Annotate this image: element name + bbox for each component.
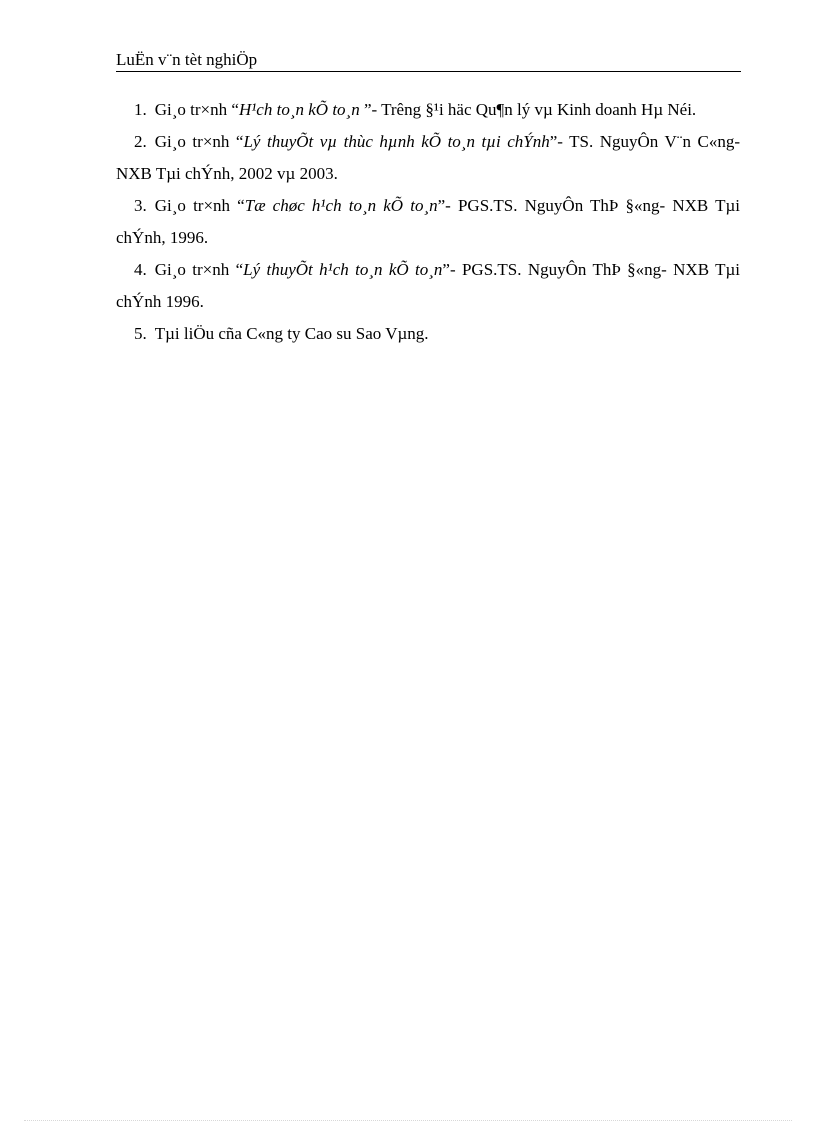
reference-number: 1. — [134, 100, 147, 119]
reference-rest: ”- PGS.TS. NguyÔn ThÞ §«ng- NXB Tµi chÝnh, 1996. — [116, 196, 740, 247]
reference-rest: ”- Trêng §¹i häc Qu¶n lý vµ Kinh doanh Hµ Néi. — [363, 100, 697, 119]
reference-title: Lý thuyÕt vµ thùc hµnh kÕ to¸n tµi chÝnh — [243, 132, 550, 151]
reference-item — [116, 126, 740, 190]
reference-lead: Gi¸o tr×nh “ — [154, 100, 239, 119]
reference-item — [116, 254, 740, 318]
reference-title: Lý thuyÕt h¹ch to¸n kÕ to¸n — [243, 260, 443, 279]
reference-lead: Gi¸o tr×nh “ — [154, 260, 244, 279]
reference-item — [116, 318, 740, 350]
reference-number: 2. — [134, 132, 147, 151]
header-title: LuËn v¨n tèt nghiÖp — [116, 50, 258, 69]
reference-lead: Tµi liÖu cña C«ng ty Cao su Sao Vµng. — [154, 324, 429, 343]
reference-number: 4. — [134, 260, 147, 279]
reference-lead: Gi¸o tr×nh “ — [154, 132, 244, 151]
reference-number: 5. — [134, 324, 147, 343]
reference-lead: Gi¸o tr×nh “ — [154, 196, 245, 215]
reference-rest: ”- TS. NguyÔn V¨n C«ng- NXB Tµi chÝnh, 2002 vµ 2003. — [116, 132, 740, 183]
reference-item — [116, 190, 740, 254]
reference-number: 3. — [134, 196, 147, 215]
reference-title: Tæ chøc h¹ch to¸n kÕ to¸n — [244, 196, 438, 215]
page-bottom-border — [24, 1120, 792, 1121]
reference-rest: ”- PGS.TS. NguyÔn ThÞ §«ng- NXB Tµi chÝnh 1996. — [116, 260, 740, 311]
reference-title: H¹ch to¸n kÕ to¸n — [238, 100, 364, 119]
page-header — [116, 50, 741, 72]
reference-list — [116, 94, 740, 350]
reference-item — [116, 94, 740, 126]
